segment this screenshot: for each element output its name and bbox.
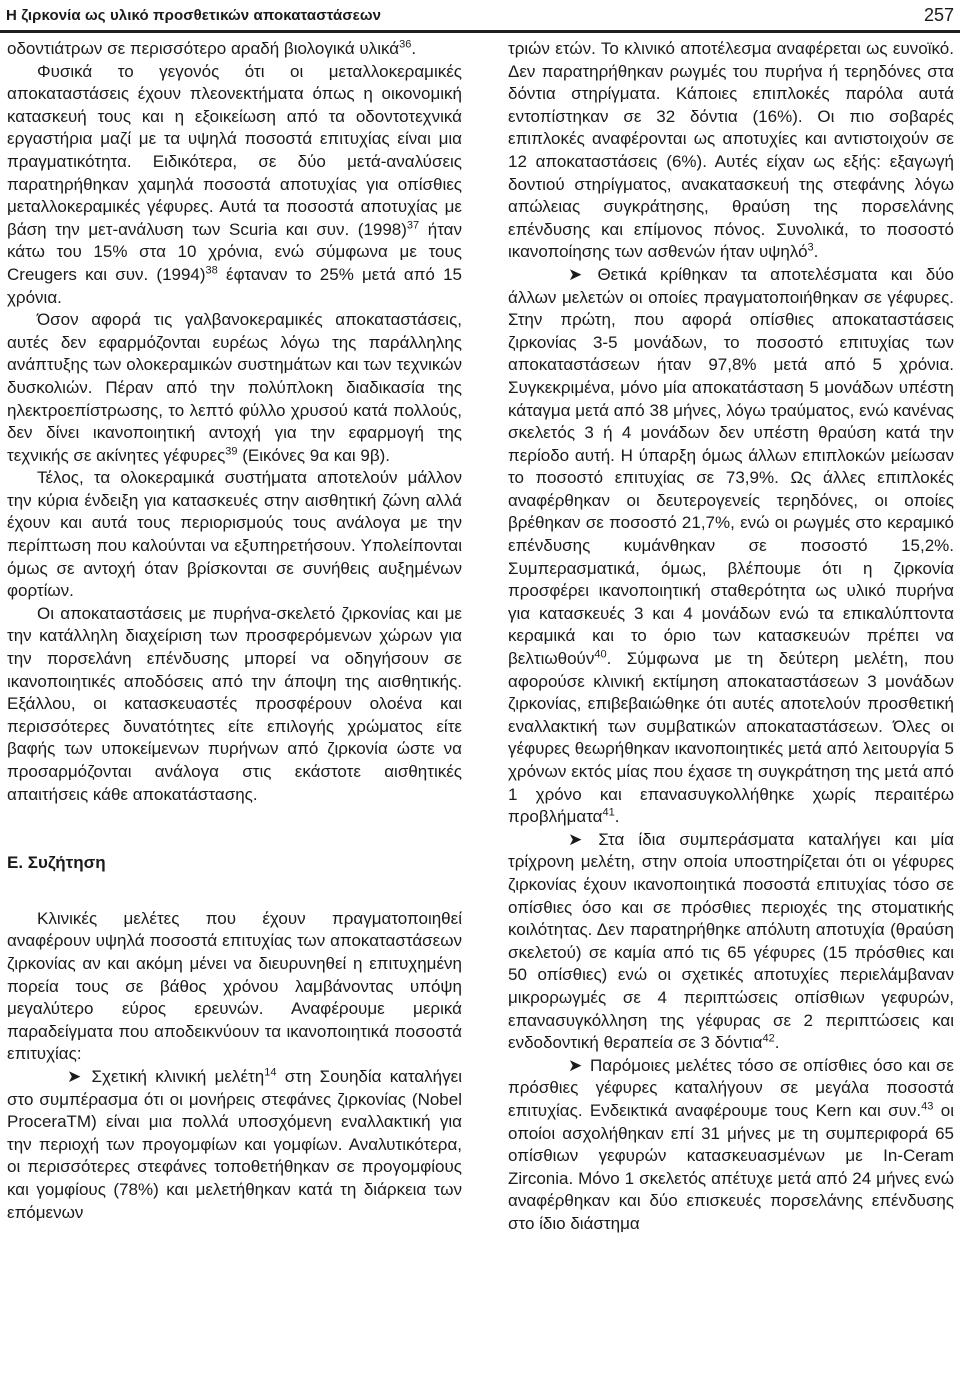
paragraph-text: έφταναν το 25% μετά από 15 χρόνια.	[7, 264, 462, 307]
arrow-bullet-icon: ➤	[67, 1066, 82, 1086]
paragraph-text: (Εικόνες 9α και 9β).	[237, 445, 391, 465]
arrow-bullet-icon: ➤	[568, 1055, 583, 1075]
citation-ref: 36	[399, 38, 412, 51]
running-title: Η ζιρκονία ως υλικό προσθετικών αποκαταστάσεων	[6, 6, 382, 24]
citation-ref: 14	[264, 1066, 277, 1079]
citation-ref: 39	[225, 445, 238, 458]
citation-ref: 3	[807, 241, 814, 254]
paragraph-text: Όσον αφορά τις γαλβανοκεραμικές αποκαταστάσεις, αυτές δεν εφαρμόζονται ευρέως λόγω της παράλληλης ανάπτυξης των ολοκεραμικών συστημάτων και των τεχνικών δυσκολιών. Πέραν από την πολύπλοκη διαδικασία της ηλεκτροεπίστρωσης, το λεπτό φύλλο χρυσού κατά πολλούς, δεν δίνει ικανοποιητική αντοχή για την εφαρμογή της τεχνικής σε ακίνητες γέφυρες	[7, 310, 462, 465]
paragraph	[508, 38, 954, 264]
paragraph-text: Παρόμοιες μελέτες τόσο σε οπίσθιες όσο και σε πρόσθιες γέφυρες καταλήγουν σε μεγάλα ποσοστά επιτυχίας. Ενδεικτικά αναφέρουμε τους Kern και συν.	[508, 1055, 954, 1120]
left-column	[7, 38, 462, 1224]
running-header	[0, 0, 960, 30]
paragraph-text: οι οποίοι ασχολήθηκαν επί 31 μήνες με τη συμπεριφορά 65 οπίσθιων γεφυρών κατασκευασμένων με In-Ceram Zirconia. Μόνο 1 σκελετός απέτυχε μετά από 24 μήνες ενώ αναφέρθηκαν και δύο επισκευές πορσελάνης επένδυσης στο ίδιο διάστημα	[508, 1100, 954, 1233]
header-divider	[0, 30, 960, 33]
paragraph: Τέλος, τα ολοκεραμικά συστήματα αποτελούν μάλλον την κύρια ένδειξη για κατασκευές στην αισθητική ζώνη αλλά έχουν και αυτά τους περιορισμούς τους ανάλογα με την περίπτωση που καλούνται να εξυπηρετήσουν. Υπολείπονται όμως σε αντοχή όταν βρίσκονται σε συνήθεις αυξημένων φορτίων.	[7, 468, 462, 601]
page-number: 257	[923, 4, 954, 25]
paragraph	[508, 829, 954, 1055]
arrow-bullet-icon: ➤	[568, 264, 583, 284]
paragraph-text: Φυσικά το γεγονός ότι οι μεταλλοκεραμικές αποκαταστάσεις έχουν πλεονεκτήματα όπως η οικονομική κατασκευή τους και η εξοικείωση από τα οδοντοτεχνικά εργαστήρια μαζί με τα υψηλά ποσοστά επιτυχίας είναι μια πραγματικότητα. Ειδικότερα, σε δύο μετά-αναλύσεις παρατηρήθηκαν χαμηλά ποσοστά αποτυχίας για οπίσθιες μεταλλοκεραμικές γέφυρες. Αυτά τα ποσοστά αποτυχίας με βάση την μετ-ανάλυση των Scuria και συν. (1998)	[7, 61, 462, 239]
paragraph: Οι αποκαταστάσεις με πυρήνα-σκελετό ζιρκονίας και με την κατάλληλη διαχείριση των προσφερόμενων χώρων για την πορσελάνη επένδυσης μπορεί να οδηγήσουν σε ικανοποιητικές αποδόσεις από την άποψη της αισθητικής. Εξάλλου, οι κατασκευαστές προσφέρουν ολοένα και περισσότερες δυνατότητες είτε επιλογής χρώματος είτε βαφής των υποκείμενων πυρήνων από ζιρκονία ώστε να προσαρμόζονται ανάλογα στις εκάστοτε αισθητικές απαιτήσεις κάθε αποκατάστασης.	[7, 603, 462, 804]
citation-ref: 40	[594, 648, 607, 661]
paragraph-text: Θετικά κρίθηκαν τα αποτελέσματα και δύο άλλων μελετών οι οποίες πραγματοποιήθηκαν σε γέφυρες. Στην πρώτη, που αφορά οπίσθιες αποκαταστάσεις ζιρκονίας 3-5 μονάδων, το ποσοστό επιτυχίας των αποκαταστάσεων ήταν 97,8% μετά από 5 χρόνια. Συγκεκριμένα, μόνο μία αποκατάσταση 5 μονάδων υπέστη κάταγμα μετά από 38 μήνες, λόγω τραύματος, ενώ κανένας σκελετός 3 ή 4 μονάδων δεν υπέστη θραύση κατά την περίοδο αυτή. Η ύπαρξη όμως άλλων επιπλοκών μείωσαν το ποσοστό επιτυχίας σε 73,9%. Ως άλλες επιπλοκές αναφέρθηκαν οι δευτερογενείς τερηδόνες, οι οποίες βρέθηκαν σε ποσοστό 21,7%, ενώ οι ρωγμές στο κεραμικό επένδυσης κυμάνθηκαν σε ποσοστό 15,2%. Συμπερασματικά, όμως, βλέπουμε ότι η ζιρκονία προσφέρει ικανοποιητική σταθερότητα ως υλικό πυρήνα για κατασκευές 3 και 4 μονάδων ενώ τα επικαλύπτοντα κεραμικά και το όριο των κατασκευών πρέπει να βελτιωθούν	[508, 264, 954, 669]
citation-ref: 37	[406, 219, 420, 232]
paragraph	[7, 61, 462, 310]
citation-ref: 43	[921, 1100, 934, 1113]
paragraph	[7, 38, 462, 61]
paragraph	[7, 1066, 462, 1224]
paragraph-text: οδοντιάτρων σε περισσότερο αραδή βιολογικά υλικά	[7, 39, 400, 58]
paragraph-text: .	[614, 807, 620, 827]
paragraph-text: . Σύμφωνα με τη δεύτερη μελέτη, που αφορούσε κλινική εκτίμηση αποκαταστάσεων 3 μονάδων ζιρκονίας, επιβεβαιώθηκε ότι αυτές αποτελούν προσθετική εναλλακτική των συμβατικών αποκαταστάσεων. Όλες οι γέφυρες θεωρήθηκαν ικανοποιητικές μετά από λειτουργία 5 χρόνων εκτός μίας που έχασε τη συγκράτηση της μετά από 1 χρόνο και επανασυγκολλήθηκε χωρίς περαιτέρω προβλήματα	[508, 649, 954, 827]
paragraph-text: Στα ίδια συμπεράσματα καταλήγει και μία τρίχρονη μελέτη, στην οποία υποστηρίζεται ότι οι γέφυρες ζιρκονίας έχουν ικανοποιητικά ποσοστά επιτυχίας τόσο σε οπίσθιες όσο και σε πρόσθιες περιοχές της στοματικής κοιλότητας. Δεν παρατηρήθηκε απόλυτη αποτυχία (θραύση σκελετού) σε καμία από τις 65 γέφυρες (15 πρόσθιες και 50 οπίσθιες) ενώ οι σχετικές αποτυχίες περιελάμβαναν μικρορωγμές σε 4 περιπτώσεις οπίσθιων γεφυρών, επανασυγκόλληση της γέφυρας σε 2 περιπτώσεις και ενδοδοντική θεραπεία σε 3 δόντια	[508, 829, 954, 1053]
right-column	[508, 38, 954, 1235]
paragraph	[508, 264, 954, 829]
citation-ref: 41	[602, 806, 615, 819]
paragraph-text: .	[813, 242, 819, 262]
paragraph-text: .	[411, 39, 417, 58]
section-heading: Ε. Συζήτηση	[7, 853, 106, 873]
paragraph-text: στη Σουηδία καταλήγει στο συμπέρασμα ότι οι μονήρεις στεφάνες ζιρκονίας (Nobel ProceraTM) είναι μια πολλά υποσχόμενη εναλλακτική για την περιοχή των προγομφίων και γομφίων. Αναλυτικότερα, οι περισσότερες στεφάνες τοποθετήθηκαν σε προγομφίους και γομφίους (78%) και μελετήθηκαν κατά τη διάρκεια των επόμενων	[7, 1066, 462, 1222]
paragraph: Κλινικές μελέτες που έχουν πραγματοποιηθεί αναφέρουν υψηλά ποσοστά επιτυχίας των αποκαταστάσεων ζιρκονίας αν και ακόμη μένει να διευρυνηθεί η επιτυχημένη πορεία τους σε βάθος χρόνου λαμβάνοντας υπόψη μεγαλύτερο εύρος ερευνών. Αναφέρουμε μερικά παραδείγματα που αποδεικνύουν τα ικανοποιητικά ποσοστά επιτυχίας:	[7, 908, 462, 1064]
paragraph-text: τριών ετών. Το κλινικό αποτέλεσμα αναφέρεται ως ευνοϊκό. Δεν παρατηρήθηκαν ρωγμές του πυρήνα ή τερηδόνες στα δόντια στηρίγματα. Κάποιες επιπλοκές παρόλα αυτά εντοπίστηκαν σε 32 δόντια (16%). Οι πιο σοβαρές επιπλοκές αναφέρονται ως αποτυχίες και αντιστοιχούν σε 12 αποκαταστάσεις (6%). Αυτές είχαν ως εξής: εξαγωγή δοντιού στηρίγματος, ανακατασκευή της στεφάνης λόγω απώλειας συγκράτησης, θραύση της πορσελάνης επένδυσης και επίμονος πόνος. Συνολικά, το ποσοστό ικανοποίησης των ασθενών ήταν υψηλό	[508, 39, 954, 262]
paragraph-text: ήταν κάτω του 15% στα 10 χρόνια, ενώ σύμφωνα με τους Creugers και συν. (1994)	[7, 219, 462, 284]
paragraph-text: Σχετική κλινική μελέτη	[91, 1066, 265, 1086]
paragraph	[7, 309, 462, 467]
citation-ref: 38	[205, 264, 218, 277]
arrow-bullet-icon: ➤	[568, 829, 583, 849]
paragraph-text: .	[774, 1033, 780, 1053]
paragraph	[508, 1055, 954, 1236]
citation-ref: 42	[762, 1032, 775, 1045]
